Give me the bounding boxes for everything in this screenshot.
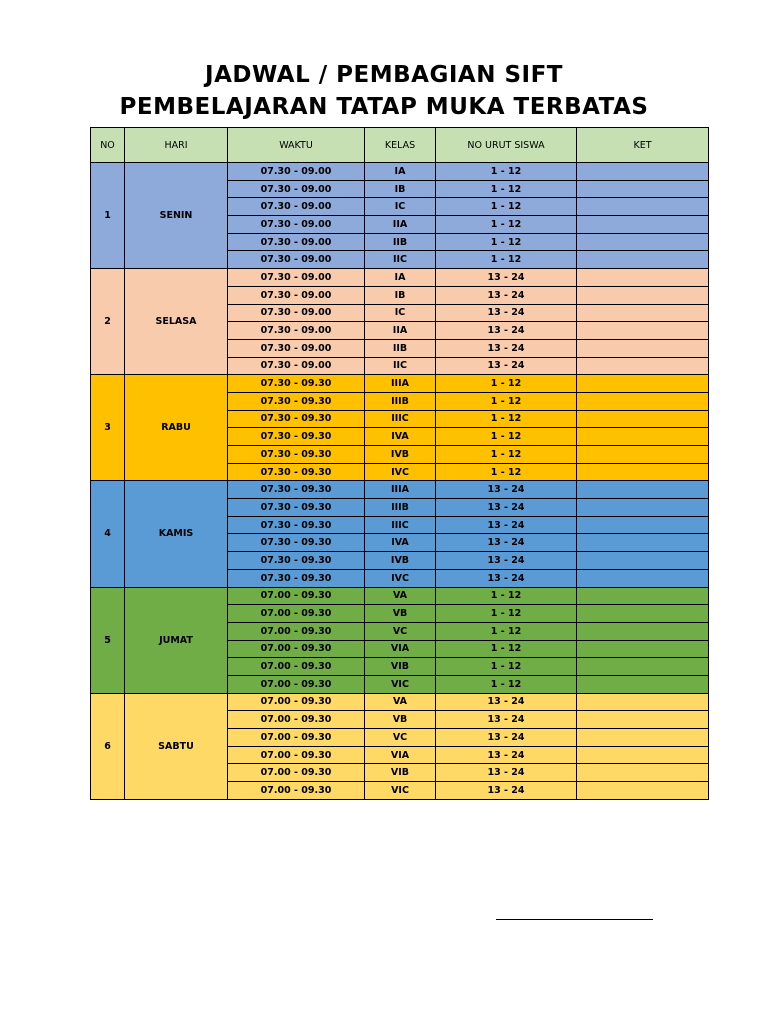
ket-cell <box>577 622 709 640</box>
waktu-cell: 07.30 - 09.30 <box>228 375 365 393</box>
ket-cell <box>577 746 709 764</box>
no-urut-cell: 13 - 24 <box>436 286 577 304</box>
table-row <box>91 587 709 605</box>
page-subtitle: PEMBELAJARAN TATAP MUKA TERBATAS <box>119 94 649 120</box>
waktu-cell: 07.30 - 09.30 <box>228 516 365 534</box>
kelas-cell: VA <box>365 693 436 711</box>
waktu-cell: 07.00 - 09.30 <box>228 587 365 605</box>
ket-cell <box>577 339 709 357</box>
no-urut-cell: 1 - 12 <box>436 622 577 640</box>
day-name-cell: JUMAT <box>125 587 228 693</box>
waktu-cell: 07.30 - 09.00 <box>228 269 365 287</box>
ket-cell <box>577 286 709 304</box>
waktu-cell: 07.00 - 09.30 <box>228 746 365 764</box>
no-urut-cell: 13 - 24 <box>436 269 577 287</box>
kelas-cell: IVA <box>365 428 436 446</box>
ket-cell <box>577 640 709 658</box>
waktu-cell: 07.00 - 09.30 <box>228 675 365 693</box>
waktu-cell: 07.30 - 09.30 <box>228 534 365 552</box>
day-name-cell: KAMIS <box>125 481 228 587</box>
kelas-cell: VIB <box>365 658 436 676</box>
day-number-cell: 1 <box>91 163 125 269</box>
ket-cell <box>577 163 709 181</box>
day-name-cell: SELASA <box>125 269 228 375</box>
kelas-cell: IIA <box>365 216 436 234</box>
ket-cell <box>577 180 709 198</box>
waktu-cell: 07.00 - 09.30 <box>228 693 365 711</box>
header-kelas: KELAS <box>365 128 436 163</box>
waktu-cell: 07.30 - 09.00 <box>228 163 365 181</box>
ket-cell <box>577 216 709 234</box>
no-urut-cell: 1 - 12 <box>436 658 577 676</box>
kelas-cell: IIA <box>365 322 436 340</box>
no-urut-cell: 13 - 24 <box>436 534 577 552</box>
day-number-cell: 3 <box>91 375 125 481</box>
kelas-cell: VIB <box>365 764 436 782</box>
kelas-cell: IIB <box>365 339 436 357</box>
header-waktu: WAKTU <box>228 128 365 163</box>
waktu-cell: 07.30 - 09.30 <box>228 446 365 464</box>
waktu-cell: 07.30 - 09.00 <box>228 233 365 251</box>
kelas-cell: IIIC <box>365 516 436 534</box>
kelas-cell: VB <box>365 711 436 729</box>
kelas-cell: IC <box>365 304 436 322</box>
kelas-cell: VC <box>365 729 436 747</box>
waktu-cell: 07.30 - 09.00 <box>228 180 365 198</box>
ket-cell <box>577 428 709 446</box>
waktu-cell: 07.30 - 09.30 <box>228 499 365 517</box>
ket-cell <box>577 605 709 623</box>
no-urut-cell: 1 - 12 <box>436 251 577 269</box>
ket-cell <box>577 481 709 499</box>
kelas-cell: IIC <box>365 251 436 269</box>
signature-line <box>496 919 653 920</box>
day-number-cell: 5 <box>91 587 125 693</box>
kelas-cell: IIIA <box>365 481 436 499</box>
no-urut-cell: 1 - 12 <box>436 428 577 446</box>
no-urut-cell: 1 - 12 <box>436 163 577 181</box>
ket-cell <box>577 534 709 552</box>
ket-cell <box>577 357 709 375</box>
no-urut-cell: 1 - 12 <box>436 233 577 251</box>
kelas-cell: VC <box>365 622 436 640</box>
ket-cell <box>577 693 709 711</box>
waktu-cell: 07.00 - 09.30 <box>228 622 365 640</box>
kelas-cell: IB <box>365 180 436 198</box>
no-urut-cell: 13 - 24 <box>436 304 577 322</box>
kelas-cell: IVC <box>365 569 436 587</box>
no-urut-cell: 1 - 12 <box>436 640 577 658</box>
schedule-table <box>90 127 709 800</box>
waktu-cell: 07.30 - 09.00 <box>228 357 365 375</box>
kelas-cell: IA <box>365 163 436 181</box>
no-urut-cell: 13 - 24 <box>436 711 577 729</box>
ket-cell <box>577 764 709 782</box>
day-number-cell: 6 <box>91 693 125 799</box>
kelas-cell: VIC <box>365 782 436 800</box>
day-number-cell: 2 <box>91 269 125 375</box>
kelas-cell: IIIA <box>365 375 436 393</box>
no-urut-cell: 1 - 12 <box>436 587 577 605</box>
ket-cell <box>577 198 709 216</box>
kelas-cell: VB <box>365 605 436 623</box>
schedule-body <box>91 163 709 800</box>
no-urut-cell: 1 - 12 <box>436 605 577 623</box>
waktu-cell: 07.30 - 09.30 <box>228 481 365 499</box>
ket-cell <box>577 658 709 676</box>
ket-cell <box>577 782 709 800</box>
ket-cell <box>577 499 709 517</box>
ket-cell <box>577 392 709 410</box>
waktu-cell: 07.30 - 09.30 <box>228 428 365 446</box>
no-urut-cell: 13 - 24 <box>436 481 577 499</box>
page-title: JADWAL / PEMBAGIAN SIFT <box>205 62 563 88</box>
ket-cell <box>577 304 709 322</box>
waktu-cell: 07.00 - 09.30 <box>228 711 365 729</box>
waktu-cell: 07.30 - 09.00 <box>228 216 365 234</box>
waktu-cell: 07.30 - 09.00 <box>228 286 365 304</box>
waktu-cell: 07.30 - 09.30 <box>228 552 365 570</box>
no-urut-cell: 13 - 24 <box>436 693 577 711</box>
waktu-cell: 07.00 - 09.30 <box>228 764 365 782</box>
header-ket: KET <box>577 128 709 163</box>
waktu-cell: 07.30 - 09.00 <box>228 304 365 322</box>
table-row <box>91 693 709 711</box>
kelas-cell: IA <box>365 269 436 287</box>
no-urut-cell: 13 - 24 <box>436 569 577 587</box>
kelas-cell: VIA <box>365 640 436 658</box>
ket-cell <box>577 446 709 464</box>
table-row <box>91 481 709 499</box>
ket-cell <box>577 322 709 340</box>
no-urut-cell: 13 - 24 <box>436 322 577 340</box>
ket-cell <box>577 375 709 393</box>
no-urut-cell: 1 - 12 <box>436 180 577 198</box>
ket-cell <box>577 711 709 729</box>
no-urut-cell: 13 - 24 <box>436 552 577 570</box>
waktu-cell: 07.30 - 09.30 <box>228 410 365 428</box>
kelas-cell: VIC <box>365 675 436 693</box>
ket-cell <box>577 233 709 251</box>
kelas-cell: IIB <box>365 233 436 251</box>
waktu-cell: 07.30 - 09.00 <box>228 322 365 340</box>
waktu-cell: 07.00 - 09.30 <box>228 658 365 676</box>
header-no-urut-siswa: NO URUT SISWA <box>436 128 577 163</box>
ket-cell <box>577 729 709 747</box>
header-hari: HARI <box>125 128 228 163</box>
ket-cell <box>577 251 709 269</box>
waktu-cell: 07.30 - 09.30 <box>228 463 365 481</box>
ket-cell <box>577 675 709 693</box>
header-no: NO <box>91 128 125 163</box>
waktu-cell: 07.00 - 09.30 <box>228 640 365 658</box>
table-row <box>91 375 709 393</box>
ket-cell <box>577 463 709 481</box>
no-urut-cell: 13 - 24 <box>436 746 577 764</box>
no-urut-cell: 13 - 24 <box>436 339 577 357</box>
waktu-cell: 07.30 - 09.30 <box>228 569 365 587</box>
no-urut-cell: 1 - 12 <box>436 375 577 393</box>
no-urut-cell: 13 - 24 <box>436 782 577 800</box>
kelas-cell: IIIB <box>365 392 436 410</box>
day-name-cell: RABU <box>125 375 228 481</box>
no-urut-cell: 13 - 24 <box>436 499 577 517</box>
no-urut-cell: 13 - 24 <box>436 516 577 534</box>
day-number-cell: 4 <box>91 481 125 587</box>
no-urut-cell: 13 - 24 <box>436 764 577 782</box>
waktu-cell: 07.30 - 09.30 <box>228 392 365 410</box>
waktu-cell: 07.00 - 09.30 <box>228 729 365 747</box>
day-name-cell: SABTU <box>125 693 228 799</box>
waktu-cell: 07.00 - 09.30 <box>228 605 365 623</box>
ket-cell <box>577 552 709 570</box>
kelas-cell: IVB <box>365 446 436 464</box>
no-urut-cell: 1 - 12 <box>436 392 577 410</box>
ket-cell <box>577 569 709 587</box>
kelas-cell: IIIB <box>365 499 436 517</box>
waktu-cell: 07.30 - 09.00 <box>228 251 365 269</box>
no-urut-cell: 13 - 24 <box>436 357 577 375</box>
kelas-cell: VIA <box>365 746 436 764</box>
ket-cell <box>577 269 709 287</box>
day-name-cell: SENIN <box>125 163 228 269</box>
no-urut-cell: 1 - 12 <box>436 198 577 216</box>
kelas-cell: IIC <box>365 357 436 375</box>
no-urut-cell: 1 - 12 <box>436 216 577 234</box>
no-urut-cell: 1 - 12 <box>436 675 577 693</box>
ket-cell <box>577 410 709 428</box>
waktu-cell: 07.30 - 09.00 <box>228 339 365 357</box>
no-urut-cell: 1 - 12 <box>436 463 577 481</box>
kelas-cell: IC <box>365 198 436 216</box>
kelas-cell: IVA <box>365 534 436 552</box>
waktu-cell: 07.00 - 09.30 <box>228 782 365 800</box>
table-row <box>91 163 709 181</box>
ket-cell <box>577 516 709 534</box>
kelas-cell: VA <box>365 587 436 605</box>
table-header-row <box>91 128 709 163</box>
kelas-cell: IIIC <box>365 410 436 428</box>
no-urut-cell: 1 - 12 <box>436 410 577 428</box>
kelas-cell: IVB <box>365 552 436 570</box>
ket-cell <box>577 587 709 605</box>
no-urut-cell: 1 - 12 <box>436 446 577 464</box>
no-urut-cell: 13 - 24 <box>436 729 577 747</box>
kelas-cell: IB <box>365 286 436 304</box>
table-row <box>91 269 709 287</box>
kelas-cell: IVC <box>365 463 436 481</box>
waktu-cell: 07.30 - 09.00 <box>228 198 365 216</box>
